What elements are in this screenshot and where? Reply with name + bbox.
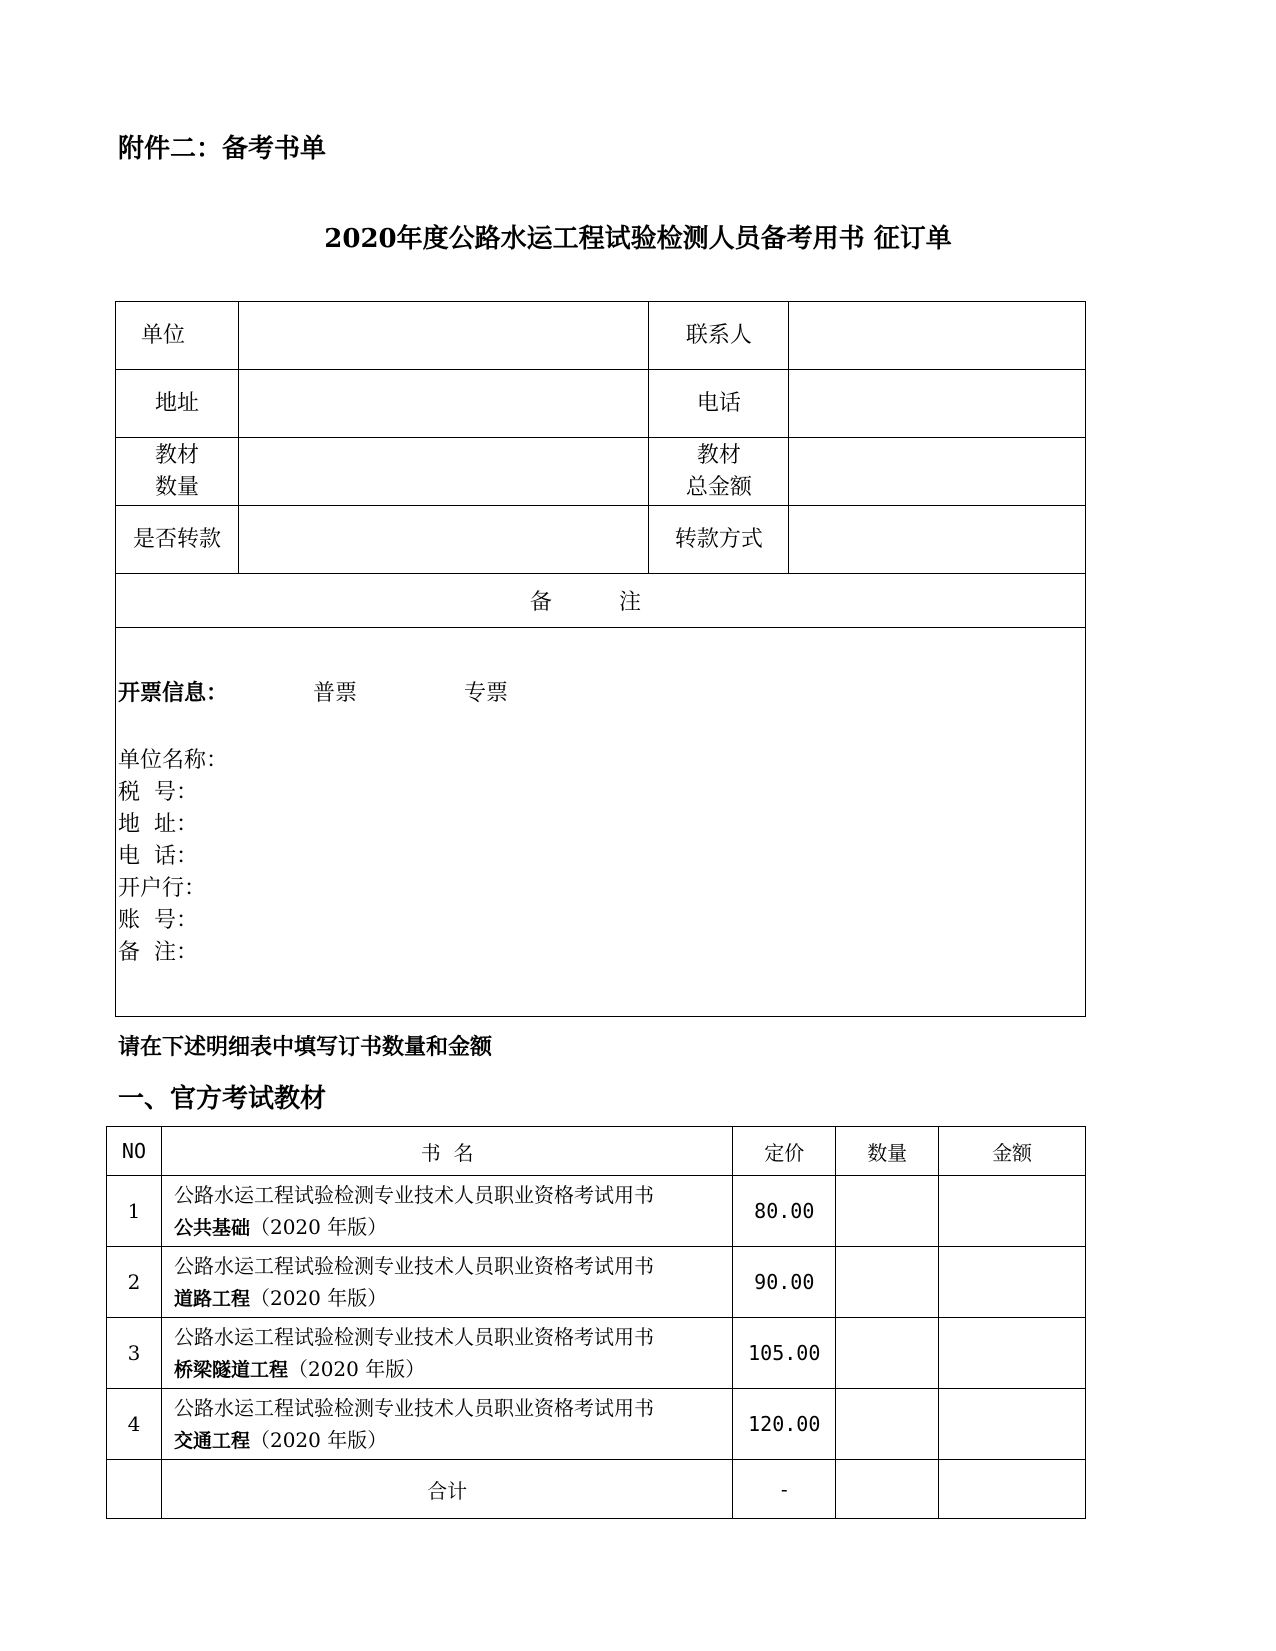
unit-label: 单位	[116, 302, 239, 370]
row-qty-field[interactable]	[836, 1318, 939, 1389]
row-price: 105.00	[733, 1318, 836, 1389]
total-qty-field[interactable]	[836, 1460, 939, 1519]
table-row	[107, 1176, 1086, 1247]
book-series: 公路水运工程试验检测专业技术人员职业资格考试用书	[173, 1324, 654, 1349]
header-qty: 数量	[836, 1127, 939, 1176]
invoice-field-notes: 备 注：	[118, 940, 198, 965]
row-no: 3	[107, 1318, 162, 1389]
row-amount-field[interactable]	[939, 1247, 1086, 1318]
transfer-method-field[interactable]	[789, 506, 1086, 574]
row-book-name	[161, 1318, 732, 1389]
row-book-name	[161, 1389, 732, 1460]
row-qty-field[interactable]	[836, 1247, 939, 1318]
book-table	[106, 1126, 1086, 1519]
row-book-name	[161, 1176, 732, 1247]
header-name: 书 名	[161, 1127, 732, 1176]
contact-label: 联系人	[649, 302, 789, 370]
row-amount-field[interactable]	[939, 1176, 1086, 1247]
textbook-qty-label	[116, 438, 239, 506]
row-no: 2	[107, 1247, 162, 1318]
table-row	[107, 1318, 1086, 1389]
book-edition: （2020 年版）	[249, 1214, 388, 1239]
address-label: 地址	[116, 370, 239, 438]
unit-field[interactable]	[238, 302, 649, 370]
invoice-option-special[interactable]: 专票	[464, 681, 509, 706]
row-qty-field[interactable]	[836, 1389, 939, 1460]
transferred-label: 是否转款	[116, 506, 239, 574]
phone-label: 电话	[649, 370, 789, 438]
row-amount-field[interactable]	[939, 1318, 1086, 1389]
invoice-field-account: 账 号：	[118, 908, 198, 933]
invoice-field-phone: 电 话：	[118, 844, 198, 869]
textbook-qty-label-line1: 教材	[154, 442, 199, 468]
invoice-field-bank: 开户行：	[118, 876, 207, 901]
textbook-qty-label-line2: 数量	[154, 474, 199, 500]
table-row	[107, 1247, 1086, 1318]
total-row	[107, 1460, 1086, 1519]
total-amount-field[interactable]	[939, 1460, 1086, 1519]
notes-header	[116, 574, 1086, 628]
invoice-title: 开票信息：	[118, 681, 229, 706]
invoice-fields	[118, 745, 1085, 969]
address-field[interactable]	[238, 370, 649, 438]
invoice-option-normal[interactable]: 普票	[313, 681, 358, 706]
book-table-header	[107, 1127, 1086, 1176]
instruction-text: 请在下述明细表中填写订书数量和金额	[118, 1035, 493, 1060]
row-amount-field[interactable]	[939, 1389, 1086, 1460]
transfer-method-label: 转款方式	[649, 506, 789, 574]
book-subject: 道路工程	[173, 1287, 250, 1310]
book-subject: 公共基础	[173, 1216, 250, 1239]
textbook-qty-field[interactable]	[238, 438, 649, 506]
book-subject: 桥梁隧道工程	[173, 1358, 288, 1381]
row-no: 1	[107, 1176, 162, 1247]
textbook-total-label-line2: 总金额	[685, 474, 752, 500]
attachment-heading: 附件二：备考书单	[118, 134, 327, 164]
contact-field[interactable]	[789, 302, 1086, 370]
textbook-total-field[interactable]	[789, 438, 1086, 506]
notes-header-text: 备 注	[530, 590, 671, 615]
invoice-info-cell[interactable]	[116, 628, 1086, 1017]
row-price: 80.00	[733, 1176, 836, 1247]
transferred-field[interactable]	[238, 506, 649, 574]
book-series: 公路水运工程试验检测专业技术人员职业资格考试用书	[173, 1182, 654, 1207]
book-series: 公路水运工程试验检测专业技术人员职业资格考试用书	[173, 1395, 654, 1420]
section-title: 一、官方考试教材	[118, 1084, 327, 1114]
row-no: 4	[107, 1389, 162, 1460]
textbook-total-label	[649, 438, 789, 506]
table-row	[107, 1389, 1086, 1460]
book-edition: （2020 年版）	[249, 1427, 388, 1452]
phone-field[interactable]	[789, 370, 1086, 438]
invoice-field-tax-id: 税 号：	[118, 780, 198, 805]
row-book-name	[161, 1247, 732, 1318]
total-price: -	[733, 1460, 836, 1519]
book-subject: 交通工程	[173, 1429, 250, 1452]
book-edition: （2020 年版）	[249, 1285, 388, 1310]
book-edition: （2020 年版）	[287, 1356, 426, 1381]
row-price: 120.00	[733, 1389, 836, 1460]
header-no: NO	[107, 1127, 162, 1176]
invoice-info-block	[116, 628, 1085, 969]
book-series: 公路水运工程试验检测专业技术人员职业资格考试用书	[173, 1253, 654, 1278]
total-no-cell	[107, 1460, 162, 1519]
invoice-field-company: 单位名称：	[118, 748, 229, 773]
row-price: 90.00	[733, 1247, 836, 1318]
row-qty-field[interactable]	[836, 1176, 939, 1247]
header-price: 定价	[733, 1127, 836, 1176]
header-amount: 金额	[939, 1127, 1086, 1176]
invoice-title-row	[118, 676, 1085, 707]
invoice-field-address: 地 址：	[118, 812, 198, 837]
order-form-table	[115, 301, 1086, 1017]
page-title: 2020年度公路水运工程试验检测人员备考用书 征订单	[324, 224, 952, 254]
textbook-total-label-line1: 教材	[696, 442, 741, 468]
total-label: 合计	[161, 1460, 732, 1519]
